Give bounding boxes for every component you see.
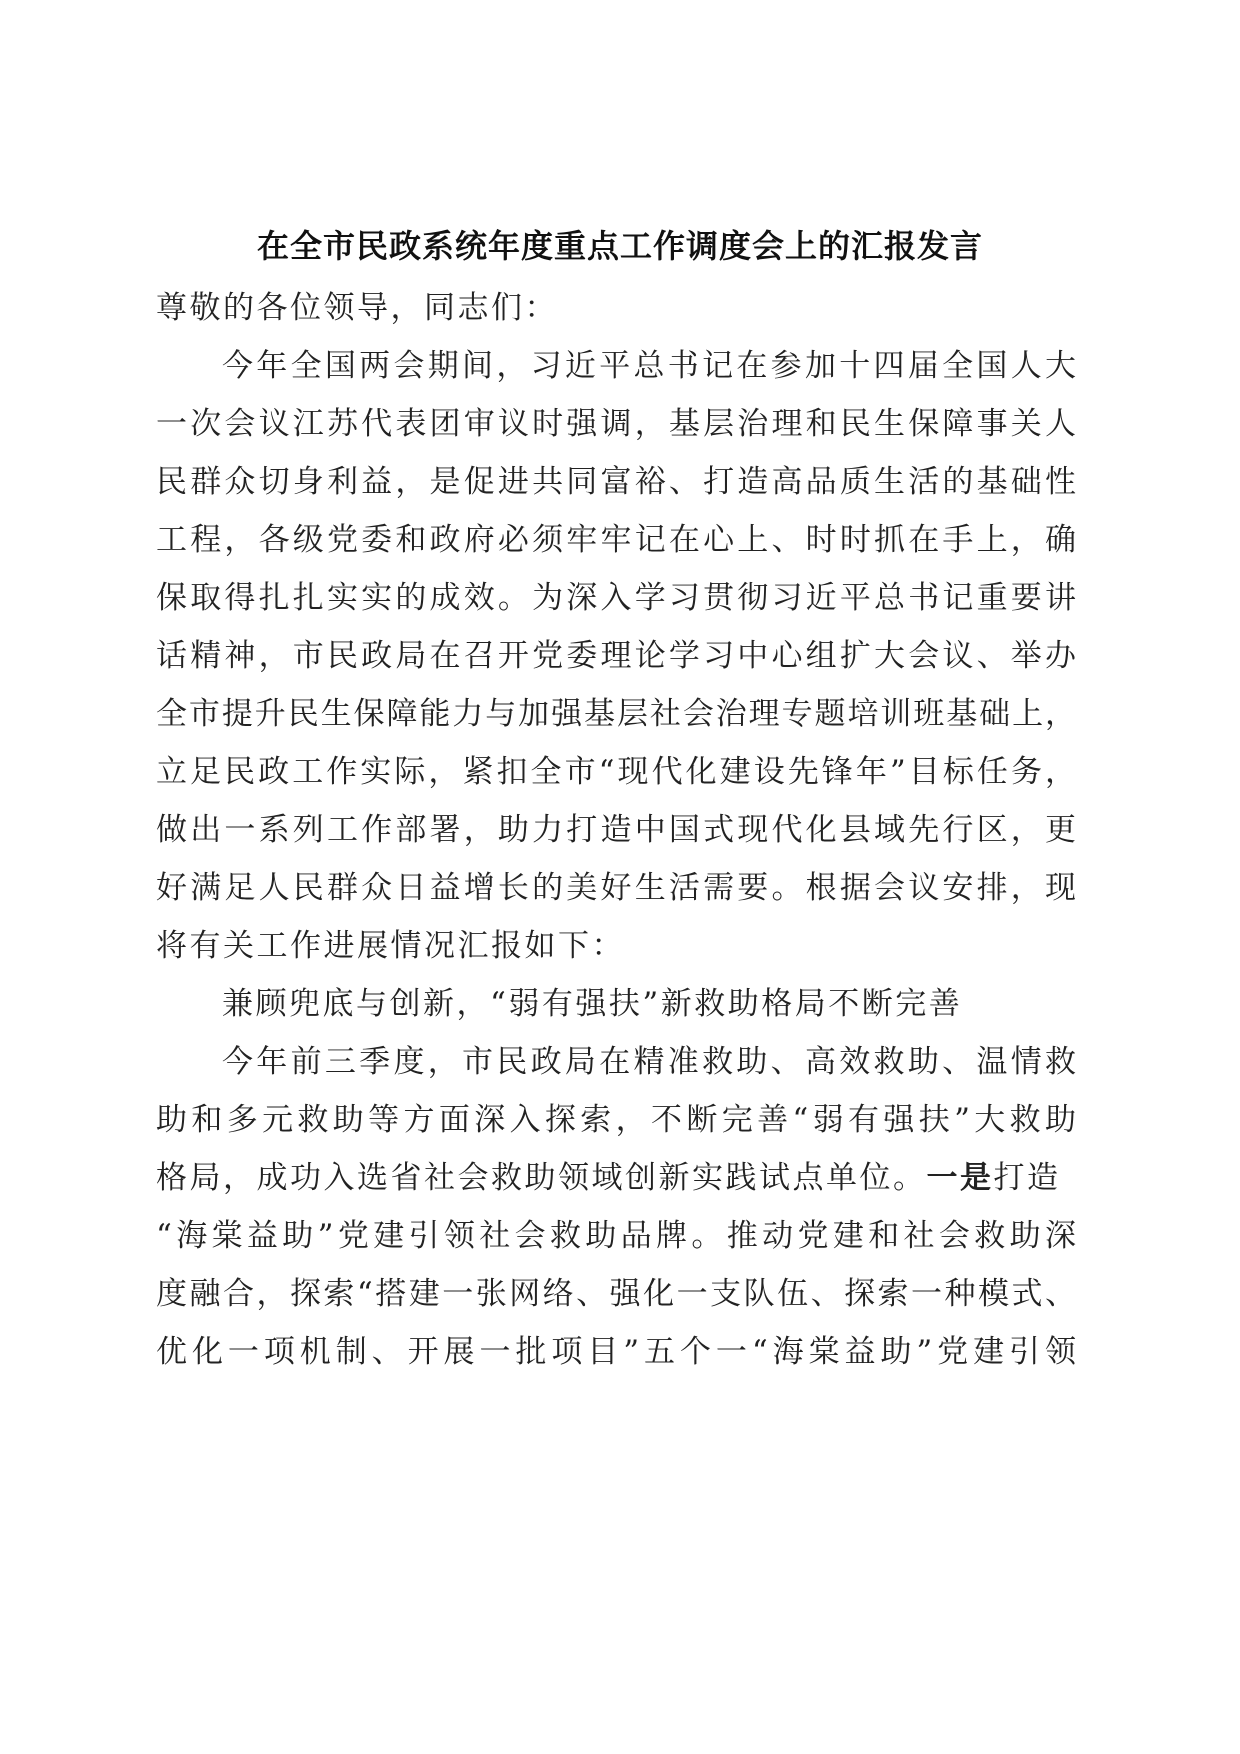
intro-line-6: 话精神，市民政局在召开党委理论学习中心组扩大会议、举办 bbox=[156, 638, 1076, 674]
section-line-2: 助和多元救助等方面深入探索，不断完善“弱有强扶”大救助 bbox=[156, 1102, 1076, 1138]
intro-line-7: 全市提升民生保障能力与加强基层社会治理专题培训班基础上， bbox=[156, 696, 1076, 732]
intro-line-2: 一次会议江苏代表团审议时强调，基层治理和民生保障事关人 bbox=[156, 406, 1076, 442]
section-line-5: 度融合，探索“搭建一张网络、强化一支队伍、探索一种模式、 bbox=[156, 1276, 1076, 1312]
section-line-6: 优化一项机制、开展一批项目”五个一“海棠益助”党建引领 bbox=[156, 1334, 1076, 1370]
emphasis-tail: 打造 bbox=[993, 1160, 1061, 1196]
section-line-3 bbox=[156, 1155, 1076, 1201]
section-line-3-text: 格局，成功入选省社会救助领域创新实践试点单位。 bbox=[156, 1160, 927, 1196]
intro-line-9: 做出一系列工作部署，助力打造中国式现代化县域先行区，更 bbox=[156, 812, 1076, 848]
document-title: 在全市民政系统年度重点工作调度会上的汇报发言 bbox=[256, 227, 983, 265]
section-line-1: 今年前三季度，市民政局在精准救助、高效救助、温情救 bbox=[222, 1044, 1076, 1080]
emphasis-label: 一是 bbox=[926, 1160, 994, 1196]
intro-line-5: 保取得扎扎实实的成效。为深入学习贯彻习近平总书记重要讲 bbox=[156, 580, 1076, 616]
intro-line-10: 好满足人民群众日益增长的美好生活需要。根据会议安排，现 bbox=[156, 870, 1076, 906]
intro-line-3: 民群众切身利益，是促进共同富裕、打造高品质生活的基础性 bbox=[156, 464, 1076, 500]
salutation: 尊敬的各位领导，同志们： bbox=[156, 290, 558, 326]
intro-line-11: 将有关工作进展情况汇报如下： bbox=[156, 928, 625, 964]
section-line-4: “海棠益助”党建引领社会救助品牌。推动党建和社会救助深 bbox=[156, 1218, 1076, 1254]
intro-line-4: 工程，各级党委和政府必须牢牢记在心上、时时抓在手上，确 bbox=[156, 522, 1076, 558]
intro-line-1: 今年全国两会期间，习近平总书记在参加十四届全国人大 bbox=[222, 348, 1076, 384]
intro-line-8: 立足民政工作实际，紧扣全市“现代化建设先锋年”目标任务， bbox=[156, 754, 1076, 790]
section-heading: 兼顾兜底与创新，“弱有强扶”新救助格局不断完善 bbox=[222, 986, 963, 1022]
